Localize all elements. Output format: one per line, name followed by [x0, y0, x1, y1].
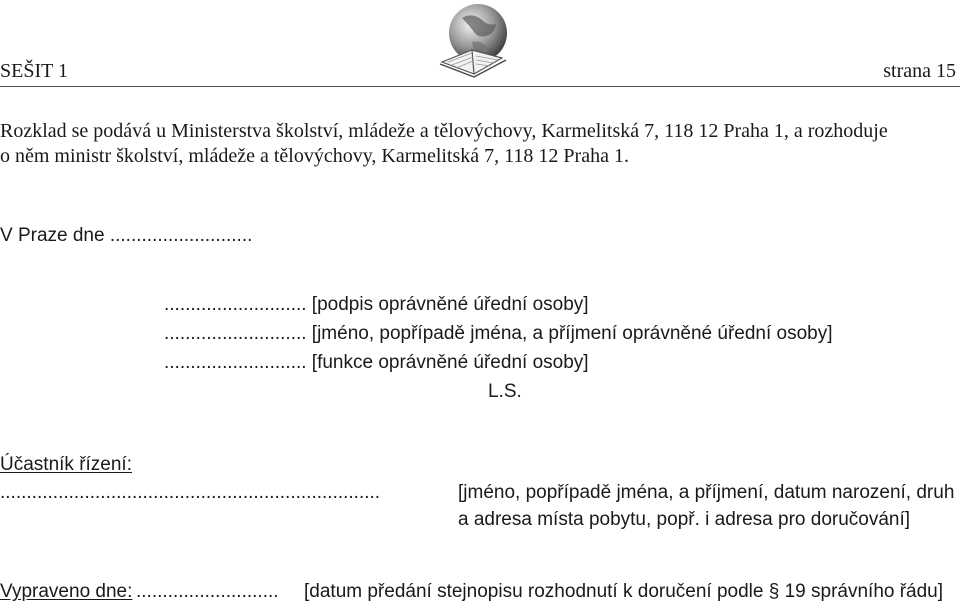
participant-dots: ........................................................................	[0, 482, 381, 503]
intro-paragraph	[0, 119, 960, 169]
header-section-label: SEŠIT 1	[0, 60, 68, 82]
participant-heading: Účastník řízení:	[0, 454, 132, 475]
official-function-line: ........................... [funkce oprávněné úřední osoby]	[164, 352, 589, 373]
sent-dots: ...........................	[136, 581, 279, 602]
sent-label: Vypraveno dne:	[0, 581, 133, 602]
place-date-line: V Praze dne ...........................	[0, 225, 253, 246]
header-page-number: strana 15	[883, 60, 956, 82]
participant-details-line-2: a adresa místa pobytu, popř. i adresa pro doručování]	[458, 509, 911, 530]
official-name-line: ........................... [jméno, popřípadě jména, a příjmení oprávněné úřední osoby]	[164, 323, 833, 344]
intro-line-1: Rozklad se podává u Ministerstva školství, mládeže a tělovýchovy, Karmelitská 7, 118 12 Praha 1, a rozhoduje	[0, 120, 888, 142]
header-divider	[0, 86, 960, 87]
seal-label: L.S.	[488, 381, 522, 402]
intro-line-2: o něm ministr školství, mládeže a tělovýchovy, Karmelitská 7, 118 12 Praha 1.	[0, 145, 629, 167]
globe-book-icon	[432, 0, 516, 84]
signature-line: ........................... [podpis oprávněné úřední osoby]	[164, 294, 589, 315]
participant-details-line-1: [jméno, popřípadě jména, a příjmení, datum narození, druh	[458, 482, 955, 503]
sent-date-description: [datum předání stejnopisu rozhodnutí k doručení podle § 19 správního řádu]	[304, 581, 944, 602]
